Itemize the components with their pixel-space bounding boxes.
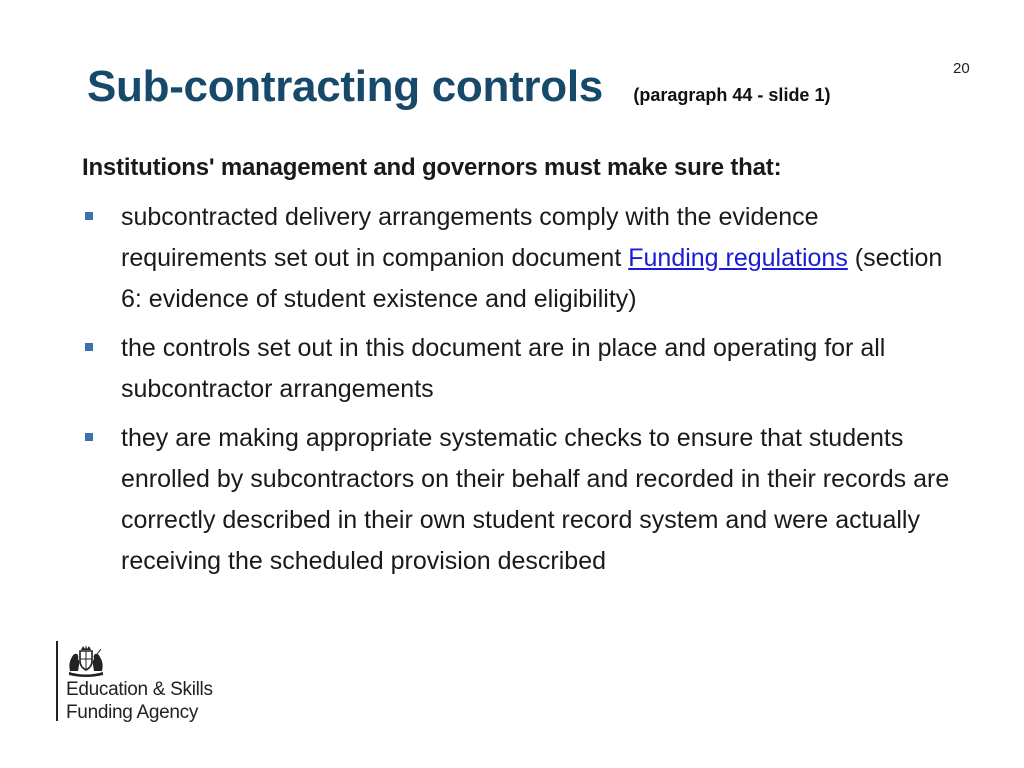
- logo-text-line1: Education & Skills: [66, 679, 213, 700]
- square-bullet-icon: [85, 343, 93, 351]
- bullet-list: [82, 197, 952, 590]
- funding-regulations-link[interactable]: Funding regulations: [628, 244, 848, 272]
- page-title: Sub-contracting controls: [87, 62, 603, 111]
- list-item: [82, 418, 952, 582]
- title-row: [87, 62, 830, 112]
- square-bullet-icon: [85, 212, 93, 220]
- agency-logo: [56, 641, 256, 721]
- slide-number: 20: [953, 60, 970, 77]
- list-item: [82, 197, 952, 320]
- page-subtitle: (paragraph 44 - slide 1): [633, 85, 831, 105]
- bullet-text: the controls set out in this document are in place and operating for all subcontractor arrangements: [121, 334, 886, 403]
- intro-heading: Institutions' management and governors must make sure that:: [82, 154, 782, 181]
- bullet-text-after-link: (section 6: evidence of student existence and eligibility): [121, 244, 943, 313]
- bullet-text-before-link: subcontracted delivery arrangements comply with the evidence requirements set out in companion document: [121, 203, 819, 272]
- list-item: [82, 328, 952, 410]
- bullet-text: they are making appropriate systematic checks to ensure that students enrolled by subcontractors on their behalf and recorded in their records are correctly described in their own student record system and were actually receiving the scheduled provision described: [121, 424, 950, 575]
- royal-coat-of-arms-icon: [64, 643, 108, 677]
- square-bullet-icon: [85, 433, 93, 441]
- logo-text-line2: Funding Agency: [66, 702, 199, 723]
- logo-divider: [56, 641, 58, 721]
